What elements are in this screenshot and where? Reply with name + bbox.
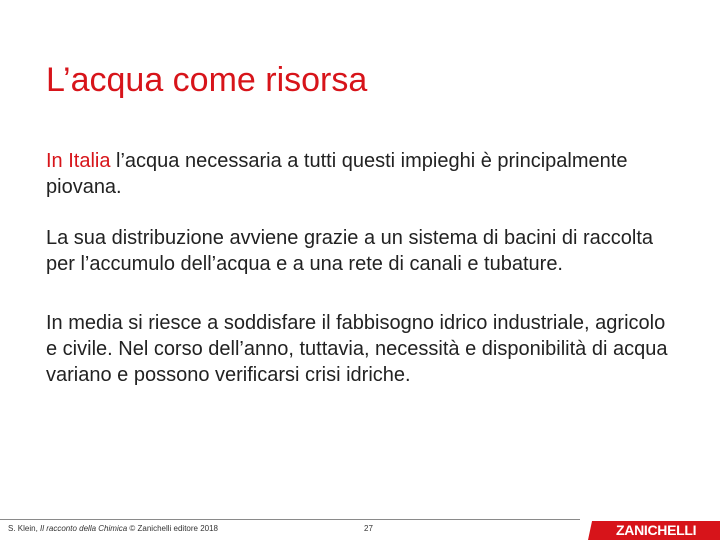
page-number: 27: [364, 524, 373, 533]
footer-publisher: © Zanichelli editore 2018: [127, 524, 219, 533]
paragraph-1: [46, 148, 676, 200]
paragraph-2: La sua distribuzione avviene grazie a un sistema di bacini di raccolta per l’accumulo dell’acqua e a una rete di canali e tubature.: [46, 227, 654, 275]
paragraph-3: In media si riesce a soddisfare il fabbisogno idrico industriale, agricolo e civile. Nel corso dell’anno, tuttavia, necessità e disponibilità di acqua variano e possono verificarsi crisi idriche.: [46, 312, 668, 386]
footer-credit: [8, 524, 218, 533]
slide-body: [46, 148, 676, 413]
footer-divider: [0, 519, 580, 520]
paragraph-1-text: l’acqua necessaria a tutti questi impieghi è principalmente piovana.: [46, 150, 628, 198]
slide-title: L’acqua come risorsa: [46, 61, 368, 99]
publisher-logo-text: ZANICHELLI: [615, 522, 697, 538]
footer-author: S. Klein,: [8, 524, 41, 533]
footer-book-title: Il racconto della Chimica: [40, 524, 128, 533]
highlight-text: In Italia: [46, 150, 111, 172]
publisher-logo: [588, 521, 720, 540]
